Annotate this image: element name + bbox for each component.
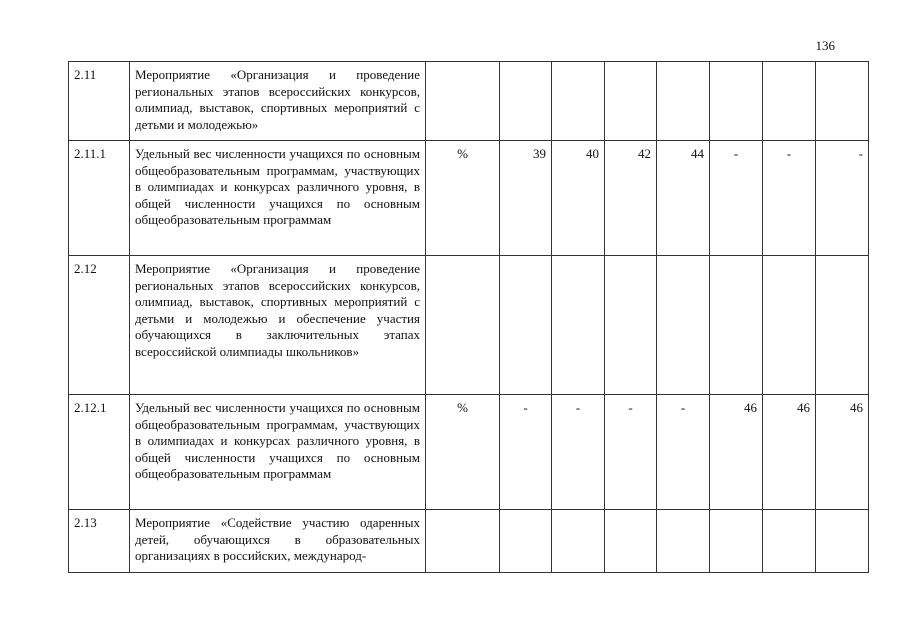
value-cell [816,256,869,395]
row-unit: % [426,395,500,510]
value-cell [657,256,710,395]
value-cell: - [605,395,657,510]
value-cell [552,256,605,395]
table-row [69,510,869,573]
row-description: Мероприятие «Организация и проведение региональных этапов всероссийских конкурсов, олимпиад, выставок, спортивных мероприятий с детьми и молодежью» [130,62,426,141]
row-description: Мероприятие «Организация и проведение региональных этапов всероссийских конкурсов, олимпиад, выставок, спортивных мероприятий с детьми и молодежью и обеспечение участия обучающихся в заключительных этапах всероссийской олимпиады школьников» [130,256,426,395]
row-number: 2.11.1 [69,141,130,256]
value-cell [763,256,816,395]
value-cell [657,62,710,141]
value-cell: 42 [605,141,657,256]
value-cell [763,62,816,141]
value-cell [710,256,763,395]
table-row [69,395,869,510]
value-cell [605,256,657,395]
value-cell: - [710,141,763,256]
value-cell [500,62,552,141]
value-cell [763,510,816,573]
value-cell [657,510,710,573]
value-cell: 46 [710,395,763,510]
table-row [69,141,869,256]
value-cell [605,62,657,141]
indicators-table [68,61,869,573]
row-number: 2.11 [69,62,130,141]
value-cell [500,256,552,395]
row-unit [426,510,500,573]
page-number: 136 [815,38,835,53]
value-cell: 46 [816,395,869,510]
value-cell: - [500,395,552,510]
value-cell: 44 [657,141,710,256]
value-cell [710,510,763,573]
value-cell: - [763,141,816,256]
value-cell [500,510,552,573]
value-cell: - [657,395,710,510]
value-cell [710,62,763,141]
table-row [69,256,869,395]
value-cell: - [816,141,869,256]
row-number: 2.13 [69,510,130,573]
value-cell: 40 [552,141,605,256]
table-row [69,62,869,141]
value-cell [816,510,869,573]
row-number: 2.12 [69,256,130,395]
value-cell [552,62,605,141]
value-cell: 46 [763,395,816,510]
row-unit [426,256,500,395]
value-cell [816,62,869,141]
row-unit: % [426,141,500,256]
row-description: Удельный вес численности учащихся по основным общеобразовательным программам, участвующих в олимпиадах и конкурсах различного уровня, в общей численности учащихся по основным общеобразовательным программам [130,395,426,510]
row-description: Мероприятие «Содействие участию одаренных детей, обучающихся в образовательных организациях в российских, международ- [130,510,426,573]
value-cell [605,510,657,573]
row-number: 2.12.1 [69,395,130,510]
row-unit [426,62,500,141]
value-cell: - [552,395,605,510]
value-cell: 39 [500,141,552,256]
row-description: Удельный вес численности учащихся по основным общеобразовательным программам, участвующих в олимпиадах и конкурсах различного уровня, в общей численности учащихся по основным общеобразовательным программам [130,141,426,256]
value-cell [552,510,605,573]
